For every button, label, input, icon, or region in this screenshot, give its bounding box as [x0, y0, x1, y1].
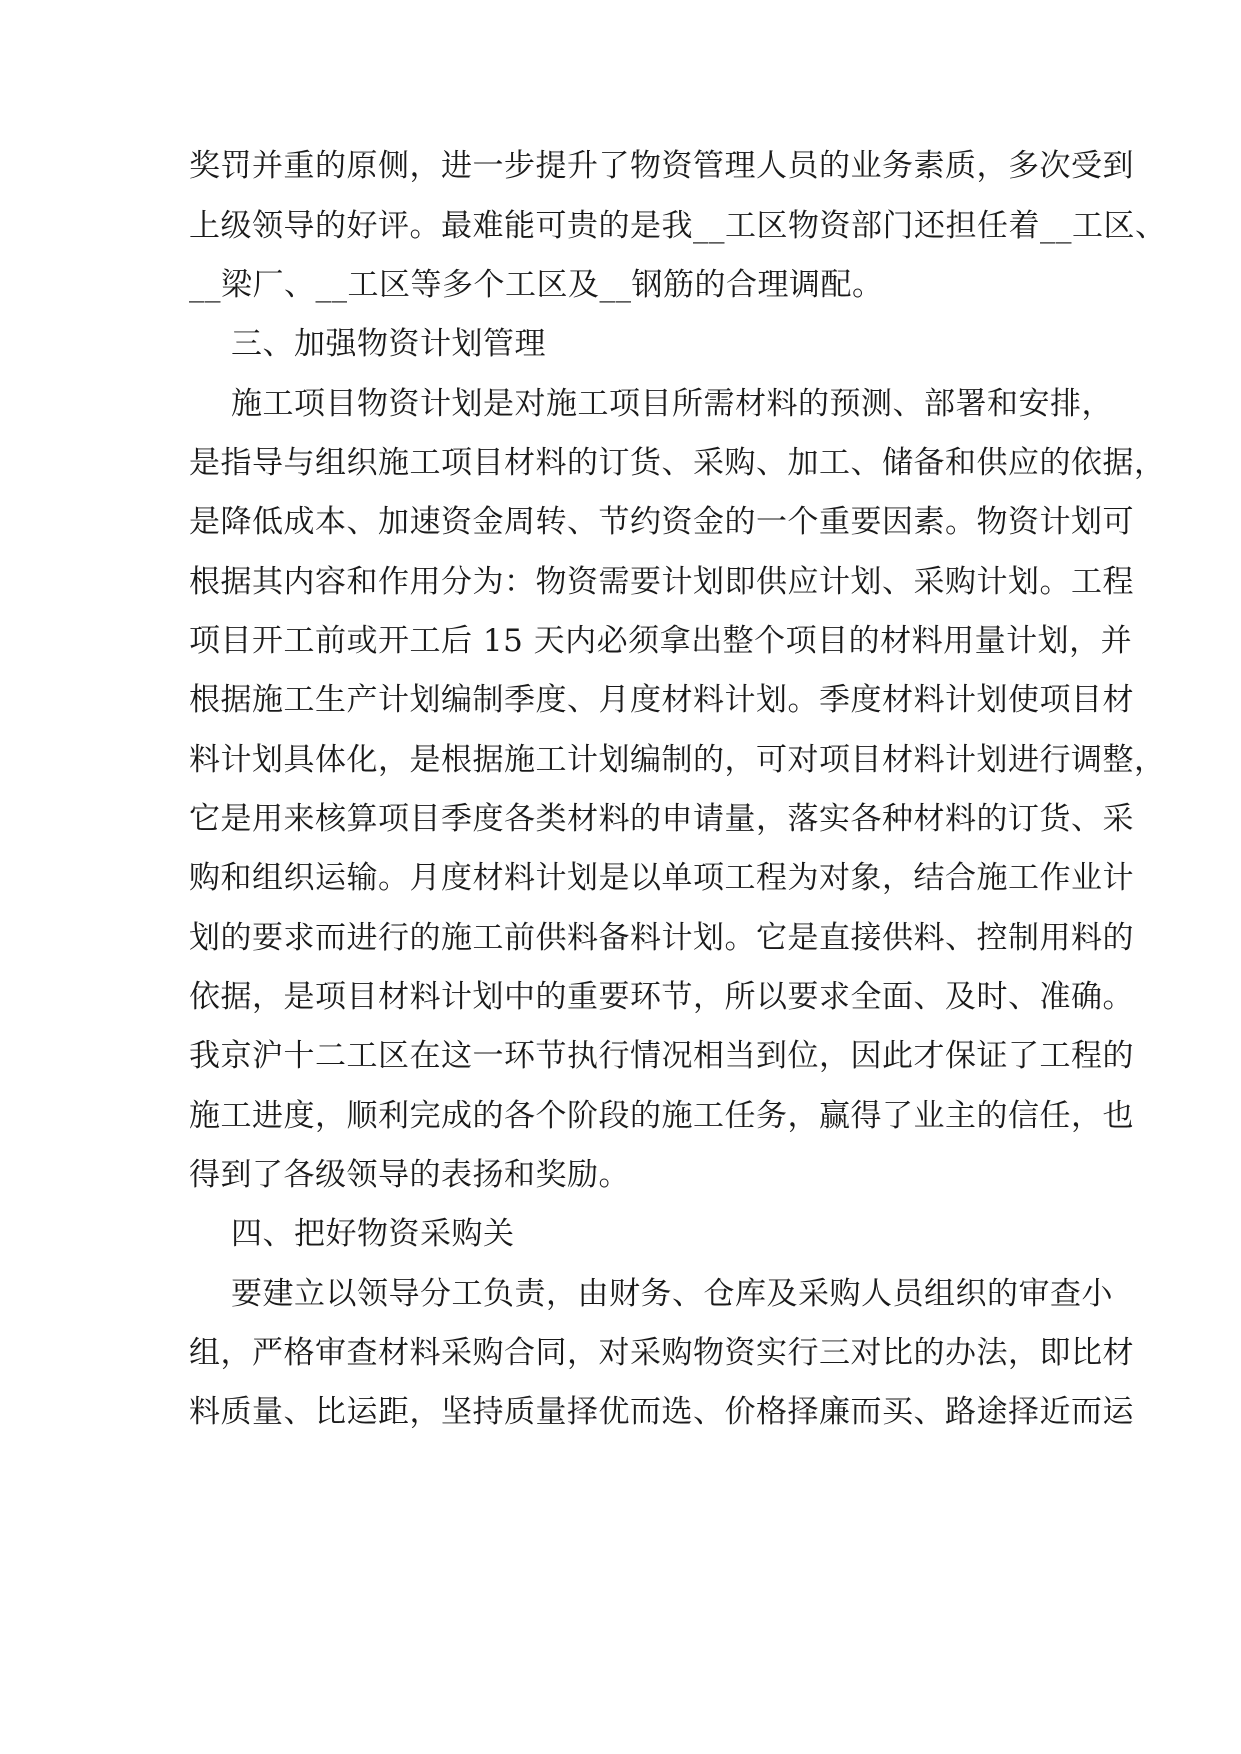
text-line: 施工进度，顺利完成的各个阶段的施工任务，赢得了业主的信任，也	[189, 1098, 1134, 1134]
text-line: 料质量、比运距，坚持质量择优而选、价格择廉而买、路途择近而运	[189, 1394, 1134, 1430]
text-line: 依据，是项目材料计划中的重要环节，所以要求全面、及时、准确。	[189, 979, 1134, 1015]
text-line: 得到了各级领导的表扬和奖励。	[189, 1157, 630, 1193]
text-line: __梁厂、__工区等多个工区及__钢筋的合理调配。	[189, 267, 884, 303]
text-line: 是降低成本、加速资金周转、节约资金的一个重要因素。物资计划可	[189, 504, 1134, 540]
text-line: 根据施工生产计划编制季度、月度材料计划。季度材料计划使项目材	[189, 682, 1134, 718]
text-line: 组，严格审查材料采购合同，对采购物资实行三对比的办法，即比材	[189, 1335, 1134, 1371]
text-line: 施工项目物资计划是对施工项目所需材料的预测、部署和安排，	[231, 386, 1113, 422]
text-line: 购和组织运输。月度材料计划是以单项工程为对象，结合施工作业计	[189, 860, 1134, 896]
text-line: 上级领导的好评。最难能可贵的是我__工区物资部门还担任着__工区、	[189, 208, 1167, 244]
section-heading: 三、加强物资计划管理	[231, 326, 546, 362]
text-line: 是指导与组织施工项目材料的订货、采购、加工、储备和供应的依据，	[189, 445, 1166, 481]
text-line: 根据其内容和作用分为：物资需要计划即供应计划、采购计划。工程	[189, 564, 1134, 600]
text-line: 料计划具体化，是根据施工计划编制的，可对项目材料计划进行调整，	[189, 742, 1166, 778]
text-line: 我京沪十二工区在这一环节执行情况相当到位，因此才保证了工程的	[189, 1038, 1134, 1074]
section-heading: 四、把好物资采购关	[231, 1216, 515, 1252]
text-line: 奖罚并重的原侧，进一步提升了物资管理人员的业务素质，多次受到	[189, 148, 1134, 184]
text-line: 划的要求而进行的施工前供料备料计划。它是直接供料、控制用料的	[189, 920, 1134, 956]
text-line: 项目开工前或开工后 15 天内必须拿出整个项目的材料用量计划，并	[189, 623, 1133, 659]
text-line: 它是用来核算项目季度各类材料的申请量，落实各种材料的订货、采	[189, 801, 1134, 837]
text-line: 要建立以领导分工负责，由财务、仓库及采购人员组织的审查小	[231, 1276, 1113, 1312]
